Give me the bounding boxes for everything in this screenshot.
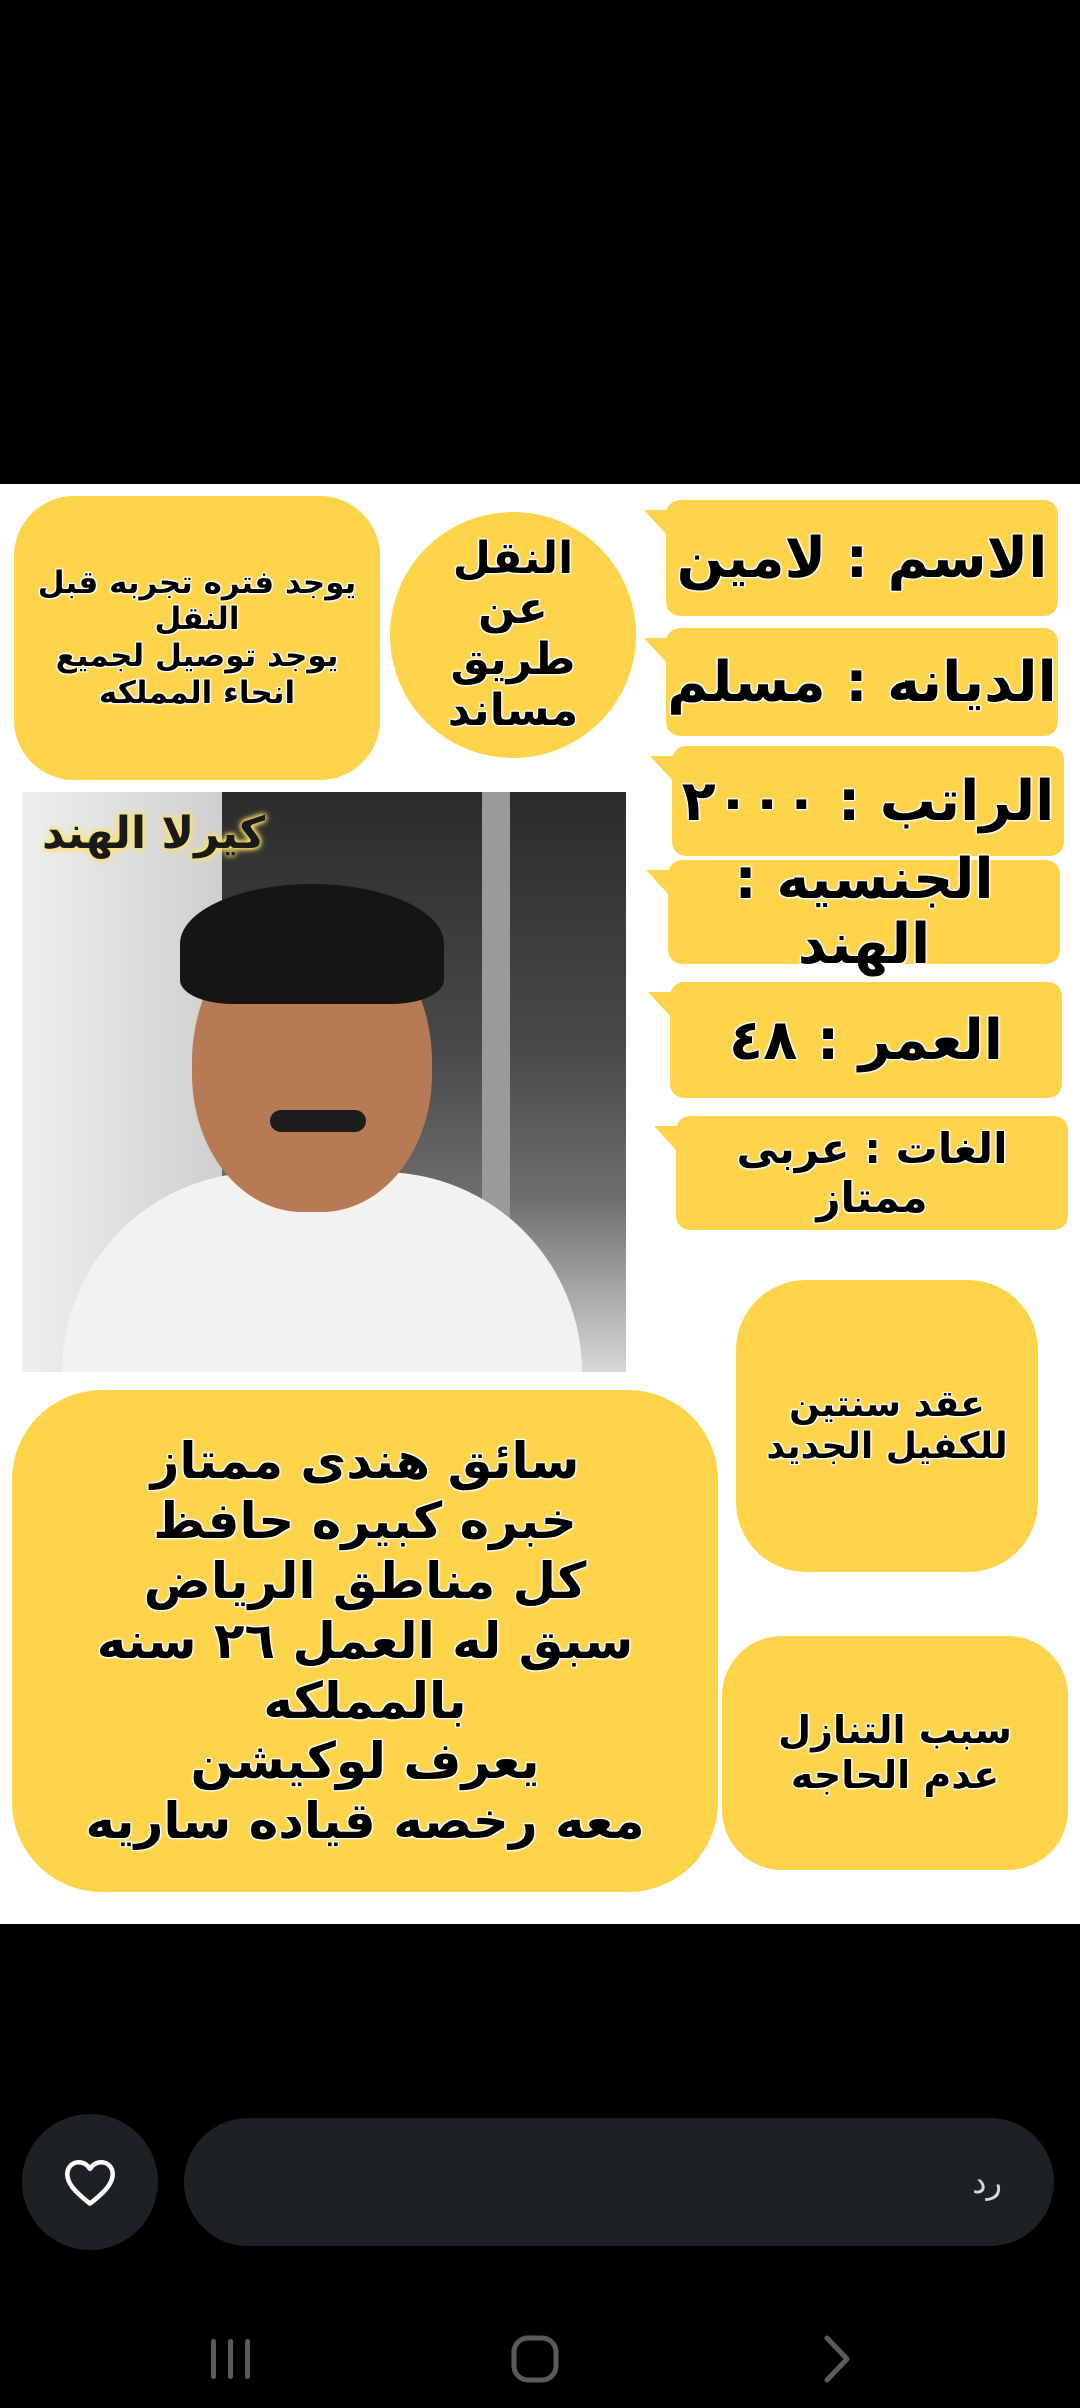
trial-note-line-3: انحاء المملكه	[98, 674, 296, 711]
languages-tag	[676, 1116, 1068, 1230]
description-line-1: سائق هندى ممتاز	[150, 1432, 580, 1490]
nationality-tag	[668, 847, 1060, 977]
photo-mustache	[270, 1110, 366, 1132]
home-icon	[510, 2334, 560, 2384]
name-tag	[666, 500, 1058, 616]
photo-overlay-label: كيرلا الهند	[42, 808, 266, 859]
transfer-badge	[390, 512, 636, 758]
reply-input[interactable]	[184, 2118, 1054, 2246]
photo-hair	[180, 884, 444, 1004]
religion-text: الديانه : مسلم	[667, 649, 1057, 715]
back-button[interactable]	[802, 2324, 872, 2394]
name-text: الاسم : لامين	[676, 525, 1048, 591]
recents-icon	[207, 2337, 255, 2381]
like-button[interactable]	[22, 2114, 158, 2250]
description-line-6: معه رخصه قياده ساريه	[85, 1792, 645, 1850]
description-line-5: يعرف لوكيشن	[190, 1732, 540, 1790]
age-text: العمر : ٤٨	[729, 1007, 1003, 1073]
salary-tag	[672, 746, 1064, 856]
age-tag	[670, 982, 1062, 1098]
reply-placeholder: رد	[972, 2163, 1002, 2201]
home-button[interactable]	[500, 2324, 570, 2394]
religion-tag	[666, 628, 1058, 736]
languages-text: الغات : عربى ممتاز	[736, 1124, 1008, 1222]
description-line-3: كل مناطق الرياض	[143, 1552, 587, 1610]
navigation-bar	[0, 2310, 1080, 2408]
contract-line-2: للكفيل الجديد	[766, 1426, 1008, 1467]
nationality-text: الجنسيه : الهند	[734, 847, 994, 977]
salary-text: الراتب : ٢٠٠٠	[681, 768, 1055, 834]
heart-icon	[62, 2157, 118, 2207]
transfer-badge-text: النقل عن طريق مساند	[447, 532, 579, 736]
back-icon	[819, 2334, 855, 2384]
description-line-2: خبره كبيره حافظ	[153, 1492, 577, 1550]
reason-line-2: عدم الحاجه	[790, 1753, 1000, 1797]
reason-box	[722, 1636, 1068, 1870]
contract-line-1: عقد سنتين	[789, 1383, 985, 1425]
recents-button[interactable]	[196, 2324, 266, 2394]
contract-box	[736, 1280, 1038, 1572]
reason-line-1: سبب التنازل	[778, 1708, 1012, 1753]
driver-photo	[22, 792, 626, 1372]
trial-note-line-2: يوجد توصيل لجميع	[55, 638, 339, 674]
trial-note-box	[14, 496, 380, 780]
description-box	[12, 1390, 718, 1892]
trial-note-line-1: يوجد فتره تجربه قبل النقل	[37, 564, 357, 638]
description-line-4: سبق له العمل ٢٦ سنه بالمملكه	[96, 1612, 634, 1730]
